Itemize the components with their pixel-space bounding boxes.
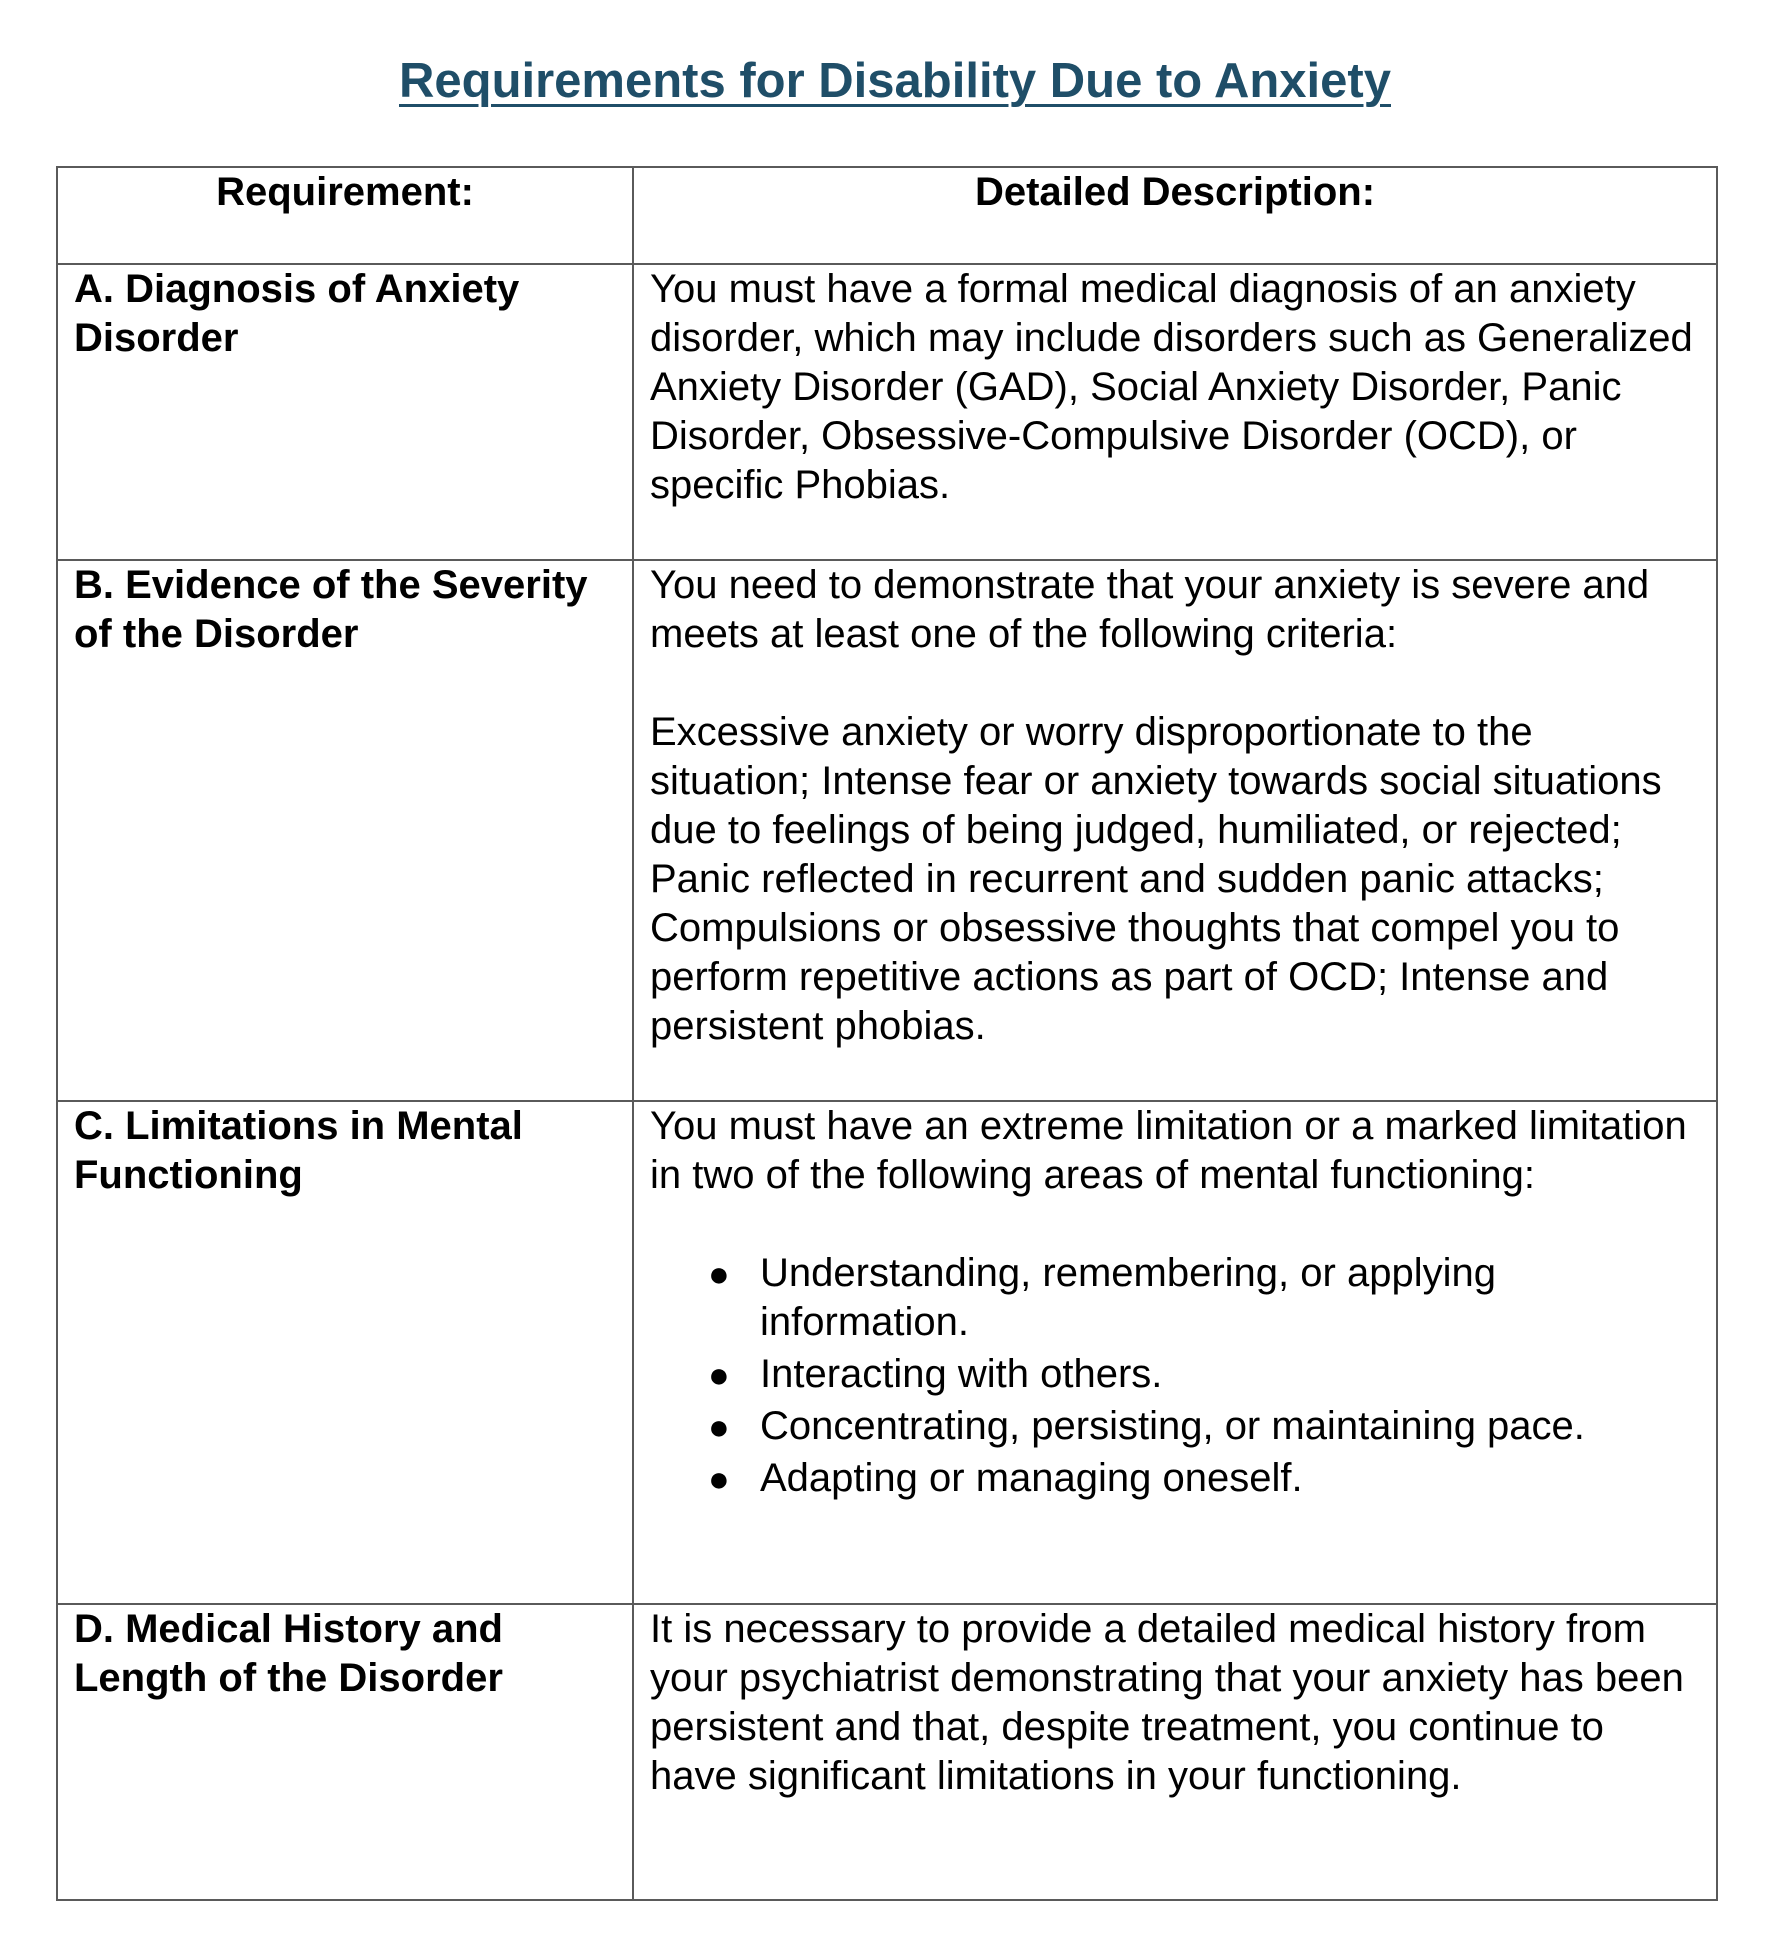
description-cell bbox=[633, 264, 1717, 560]
requirement-cell: A. Diagnosis of Anxiety Disorder bbox=[57, 264, 633, 560]
description-paragraph: You must have a formal medical diagnosis of an anxiety disorder, which may include disorders such as Generalized Anxiety Disorder (GAD), Social Anxiety Disorder, Panic Disorder, Obsessive-Compulsive Disorder (OCD), or specific Phobias. bbox=[650, 267, 1693, 507]
column-header-description: Detailed Description: bbox=[633, 167, 1717, 264]
description-cell bbox=[633, 1604, 1717, 1900]
bullet-text: Interacting with others. bbox=[760, 1352, 1163, 1396]
requirement-cell: B. Evidence of the Severity of the Disorder bbox=[57, 560, 633, 1101]
requirement-cell: D. Medical History and Length of the Disorder bbox=[57, 1604, 633, 1900]
bullet-icon: ● bbox=[708, 1354, 730, 1395]
document-title: Requirements for Disability Due to Anxiety bbox=[399, 54, 1391, 108]
bullet-item bbox=[708, 1350, 1700, 1399]
bullet-item bbox=[708, 1402, 1700, 1451]
description-paragraph: Excessive anxiety or worry disproportionate to the situation; Intense fear or anxiety towards social situations due to feelings of being judged, humiliated, or rejected; Panic reflected in recurrent and sudden panic attacks; Compulsions or obsessive thoughts that compel you to perform repetitive actions as part of OCD; Intense and persistent phobias. bbox=[650, 710, 1662, 1048]
table-row bbox=[57, 1101, 1717, 1604]
bullet-text: Adapting or managing oneself. bbox=[760, 1456, 1303, 1500]
description-paragraph: You need to demonstrate that your anxiety is severe and meets at least one of the following criteria: bbox=[650, 563, 1650, 656]
bullet-icon: ● bbox=[708, 1458, 730, 1499]
table-header-row bbox=[57, 167, 1717, 264]
description-paragraph: It is necessary to provide a detailed medical history from your psychiatrist demonstrating that your anxiety has been persistent and that, despite treatment, you continue to have significant limitations in your functioning. bbox=[650, 1607, 1684, 1798]
table-row bbox=[57, 560, 1717, 1101]
description-paragraph: You must have an extreme limitation or a marked limitation in two of the following areas of mental functioning: bbox=[650, 1104, 1687, 1197]
requirement-cell: C. Limitations in Mental Functioning bbox=[57, 1101, 633, 1604]
bullet-icon: ● bbox=[708, 1406, 730, 1447]
table-row bbox=[57, 1604, 1717, 1900]
bullet-text: Concentrating, persisting, or maintaining pace. bbox=[760, 1404, 1585, 1448]
requirements-table bbox=[56, 166, 1718, 1901]
bullet-icon: ● bbox=[708, 1253, 730, 1294]
column-header-requirement: Requirement: bbox=[57, 167, 633, 264]
table-row bbox=[57, 264, 1717, 560]
bullet-list bbox=[650, 1249, 1700, 1503]
description-cell bbox=[633, 1101, 1717, 1604]
description-cell bbox=[633, 560, 1717, 1101]
bullet-item bbox=[708, 1249, 1700, 1347]
bullet-item bbox=[708, 1454, 1700, 1503]
bullet-text: Understanding, remembering, or applying information. bbox=[760, 1251, 1496, 1344]
